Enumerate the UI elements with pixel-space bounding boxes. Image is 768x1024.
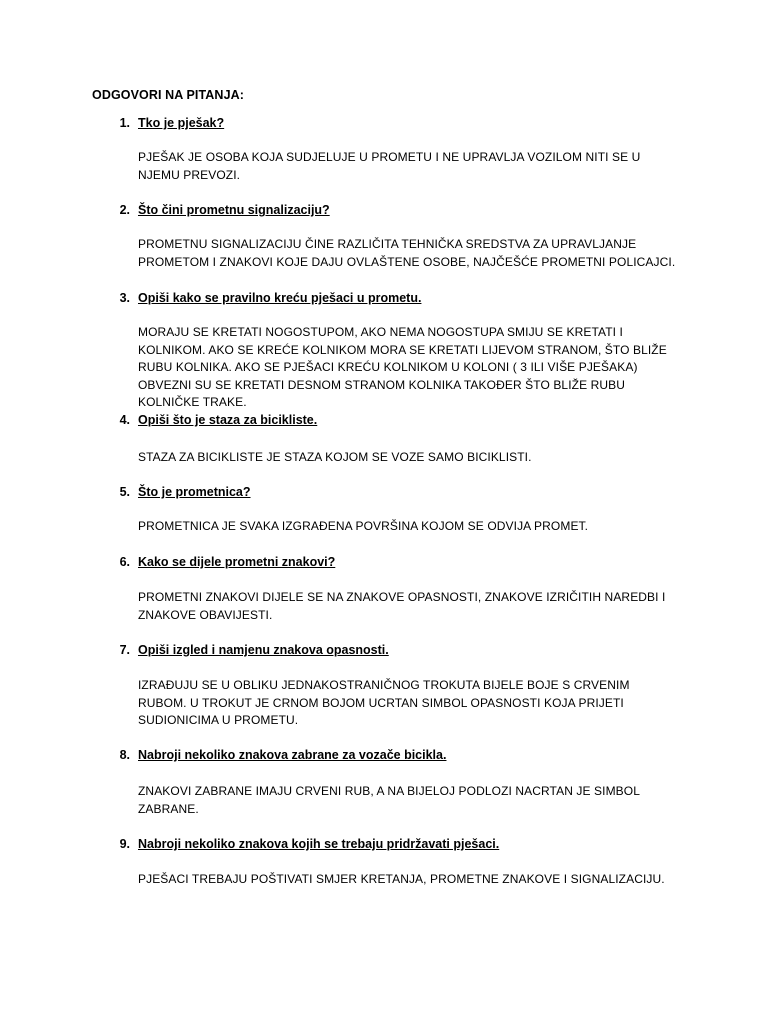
question-text: Nabroji nekoliko znakova kojih se trebaju pridržavati pješaci. — [138, 837, 500, 851]
answer-text: PROMETNI ZNAKOVI DIJELE SE NA ZNAKOVE OPASNOSTI, ZNAKOVE IZRIČITIH NAREDBI I ZNAKOVE OBAVIJESTI. — [138, 590, 666, 622]
question-number: 8. — [119, 748, 130, 762]
question-number: 7. — [119, 643, 130, 657]
question-text: Tko je pješak? — [138, 116, 225, 130]
answer-text: ZNAKOVI ZABRANE IMAJU CRVENI RUB, A NA BIJELOJ PODLOZI NACRTAN JE SIMBOL ZABRANE. — [138, 784, 640, 816]
question-text: Što je prometnica? — [138, 485, 251, 499]
question-number: 4. — [119, 413, 130, 427]
question-number: 5. — [119, 485, 130, 499]
question-number: 9. — [119, 837, 130, 851]
answer-text: PJEŠACI TREBAJU POŠTIVATI SMJER KRETANJA, PROMETNE ZNAKOVE I SIGNALIZACIJU. — [138, 872, 665, 886]
answer-text: STAZA ZA BICIKLISTE JE STAZA KOJOM SE VOZE SAMO BICIKLISTI. — [138, 450, 532, 464]
answer-text: IZRAĐUJU SE U OBLIKU JEDNAKOSTRANIČNOG TROKUTA BIJELE BOJE S CRVENIM RUBOM. U TROKUT JE CRNOM BOJOM UCRTAN SIMBOL OPASNOSTI KOJA PRIJETI SUDIONICIMA U PROMETU. — [138, 678, 630, 727]
answer-text: PJEŠAK JE OSOBA KOJA SUDJELUJE U PROMETU I NE UPRAVLJA VOZILOM NITI SE U NJEMU PREVOZI. — [138, 150, 641, 182]
answer-text: MORAJU SE KRETATI NOGOSTUPOM, AKO NEMA NOGOSTUPA SMIJU SE KRETATI I KOLNIKOM. AKO SE KREĆE KOLNIKOM MORA SE KRETATI LIJEVOM STRANOM, ŠTO BLIŽE RUBU KOLNIKA. AKO SE PJEŠACI KREĆU KOLNIKOM U KOLONI ( 3 ILI VIŠE PJEŠAKA) OBVEZNI SU SE KRETATI DESNOM STRANOM KOLNIKA TAKOĐER ŠTO BLIŽE RUBU KOLNIČKE TRAKE. — [138, 325, 667, 409]
question-number: 6. — [119, 555, 130, 569]
answer-text: PROMETNICA JE SVAKA IZGRAĐENA POVRŠINA KOJOM SE ODVIJA PROMET. — [138, 519, 589, 533]
question-number: 2. — [119, 203, 130, 217]
question-text: Opiši kako se pravilno kreću pješaci u prometu. — [138, 291, 422, 305]
question-text: Što čini prometnu signalizaciju? — [138, 203, 330, 217]
question-number: 3. — [119, 291, 130, 305]
answer-text: PROMETNU SIGNALIZACIJU ČINE RAZLIČITA TEHNIČKA SREDSTVA ZA UPRAVLJANJE PROMETOM I ZNAKOVI KOJE DAJU OVLAŠTENE OSOBE, NAJČEŠĆE PROMETNI POLICAJCI. — [138, 237, 676, 269]
question-text: Opiši izgled i namjenu znakova opasnosti. — [138, 643, 389, 657]
question-text: Opiši što je staza za bicikliste. — [138, 413, 318, 427]
question-text: Nabroji nekoliko znakova zabrane za vozače bicikla. — [138, 748, 447, 762]
question-text: Kako se dijele prometni znakovi? — [138, 555, 336, 569]
page-heading: ODGOVORI NA PITANJA: — [92, 88, 245, 102]
question-number: 1. — [119, 116, 130, 130]
